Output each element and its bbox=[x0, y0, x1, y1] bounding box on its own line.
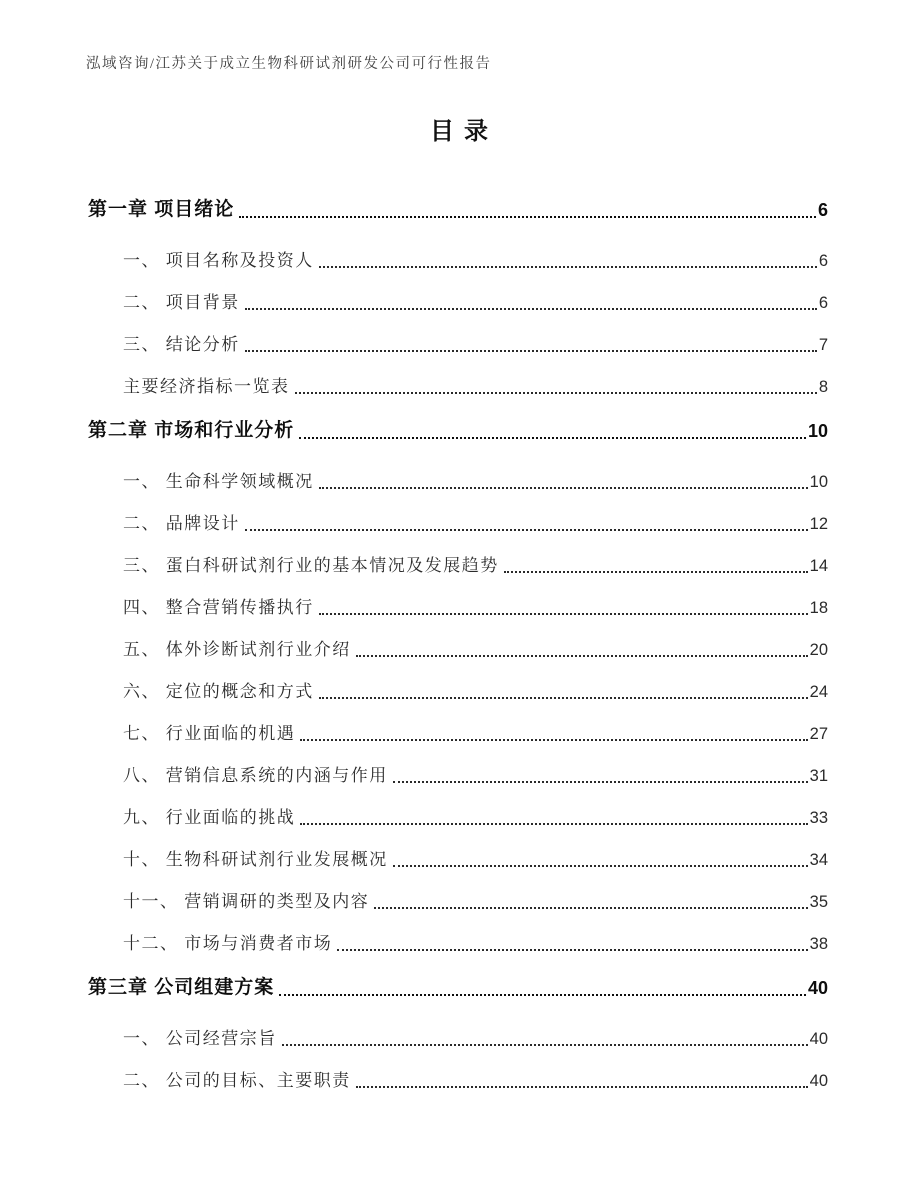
toc-entry-label: 七、 行业面临的机遇 bbox=[123, 724, 296, 743]
toc-entry-page-number: 8 bbox=[818, 378, 828, 396]
toc-item-row bbox=[88, 1027, 828, 1051]
toc-entry-page-number: 14 bbox=[809, 557, 828, 575]
toc-chapter-row bbox=[88, 196, 828, 224]
toc-entry-label: 十二、 市场与消费者市场 bbox=[123, 934, 333, 953]
toc-item-row bbox=[88, 1069, 828, 1093]
dotted-leader bbox=[374, 907, 807, 909]
toc-entry-label: 四、 整合营销传播执行 bbox=[123, 598, 314, 617]
toc-item-row bbox=[88, 764, 828, 788]
toc-item-row bbox=[88, 470, 828, 494]
toc-entry-label: 第一章 项目绪论 bbox=[88, 199, 235, 220]
toc-entry-label: 第二章 市场和行业分析 bbox=[88, 420, 295, 441]
toc-item-row bbox=[88, 806, 828, 830]
toc-entry-label: 一、 公司经营宗旨 bbox=[123, 1029, 277, 1048]
toc-entry-label: 三、 蛋白科研试剂行业的基本情况及发展趋势 bbox=[123, 556, 499, 575]
toc-entry-page-number: 24 bbox=[809, 683, 828, 701]
toc-entry-label: 五、 体外诊断试剂行业介绍 bbox=[123, 640, 351, 659]
toc-entry-page-number: 40 bbox=[807, 978, 828, 998]
toc-item-row bbox=[88, 375, 828, 399]
dotted-leader bbox=[356, 1086, 808, 1088]
toc-item-row bbox=[88, 512, 828, 536]
toc-entry-label: 十一、 营销调研的类型及内容 bbox=[123, 892, 370, 911]
toc-entry-label: 二、 品牌设计 bbox=[123, 514, 240, 533]
dotted-leader bbox=[245, 350, 817, 352]
toc-entry-label: 二、 项目背景 bbox=[123, 293, 240, 312]
toc-entry-page-number: 40 bbox=[809, 1072, 828, 1090]
toc-item-row bbox=[88, 722, 828, 746]
dotted-leader bbox=[319, 266, 817, 268]
toc-entry-page-number: 33 bbox=[809, 809, 828, 827]
dotted-leader bbox=[239, 216, 816, 218]
toc-entry-page-number: 10 bbox=[809, 473, 828, 491]
toc-entry-page-number: 40 bbox=[809, 1030, 828, 1048]
dotted-leader bbox=[393, 865, 808, 867]
dotted-leader bbox=[282, 1044, 808, 1046]
toc-entry-page-number: 6 bbox=[818, 252, 828, 270]
dotted-leader bbox=[300, 739, 807, 741]
document-header-text: 泓域咨询/江苏关于成立生物科研试剂研发公司可行性报告 bbox=[86, 56, 492, 72]
dotted-leader bbox=[319, 697, 808, 699]
toc-entry-label: 八、 营销信息系统的内涵与作用 bbox=[123, 766, 388, 785]
dotted-leader bbox=[356, 655, 808, 657]
dotted-leader bbox=[393, 781, 808, 783]
toc-entry-page-number: 7 bbox=[818, 336, 828, 354]
toc-entry-page-number: 31 bbox=[809, 767, 828, 785]
dotted-leader bbox=[319, 613, 808, 615]
dotted-leader bbox=[279, 994, 806, 996]
toc-entry-label: 二、 公司的目标、主要职责 bbox=[123, 1071, 351, 1090]
toc-entry-label: 第三章 公司组建方案 bbox=[88, 977, 275, 998]
toc-item-row bbox=[88, 890, 828, 914]
toc-item-row bbox=[88, 249, 828, 273]
toc-item-row bbox=[88, 596, 828, 620]
toc-item-row bbox=[88, 638, 828, 662]
toc-chapter-row bbox=[88, 974, 828, 1002]
toc-entry-label: 三、 结论分析 bbox=[123, 335, 240, 354]
dotted-leader bbox=[319, 487, 808, 489]
dotted-leader bbox=[245, 308, 817, 310]
dotted-leader bbox=[504, 571, 808, 573]
toc-item-row bbox=[88, 932, 828, 956]
dotted-leader bbox=[295, 392, 817, 394]
toc-entry-label: 一、 生命科学领域概况 bbox=[123, 472, 314, 491]
dotted-leader bbox=[245, 529, 808, 531]
dotted-leader bbox=[299, 437, 806, 439]
toc-entry-page-number: 20 bbox=[809, 641, 828, 659]
toc-entry-page-number: 6 bbox=[817, 200, 828, 220]
toc-entry-label: 主要经济指标一览表 bbox=[123, 377, 290, 396]
toc-item-row bbox=[88, 291, 828, 315]
toc-entry-page-number: 12 bbox=[809, 515, 828, 533]
toc-entry-page-number: 34 bbox=[809, 851, 828, 869]
toc-list bbox=[88, 190, 828, 1111]
toc-entry-label: 一、 项目名称及投资人 bbox=[123, 251, 314, 270]
toc-entry-page-number: 6 bbox=[818, 294, 828, 312]
toc-entry-page-number: 10 bbox=[807, 421, 828, 441]
toc-entry-label: 十、 生物科研试剂行业发展概况 bbox=[123, 850, 388, 869]
dotted-leader bbox=[300, 823, 807, 825]
toc-entry-page-number: 38 bbox=[809, 935, 828, 953]
toc-entry-label: 九、 行业面临的挑战 bbox=[123, 808, 296, 827]
toc-item-row bbox=[88, 333, 828, 357]
toc-entry-label: 六、 定位的概念和方式 bbox=[123, 682, 314, 701]
toc-item-row bbox=[88, 848, 828, 872]
toc-entry-page-number: 18 bbox=[809, 599, 828, 617]
toc-chapter-row bbox=[88, 417, 828, 445]
toc-entry-page-number: 27 bbox=[809, 725, 828, 743]
dotted-leader bbox=[337, 949, 807, 951]
toc-entry-page-number: 35 bbox=[809, 893, 828, 911]
toc-item-row bbox=[88, 554, 828, 578]
toc-item-row bbox=[88, 680, 828, 704]
page-title: 目 录 bbox=[430, 119, 490, 145]
